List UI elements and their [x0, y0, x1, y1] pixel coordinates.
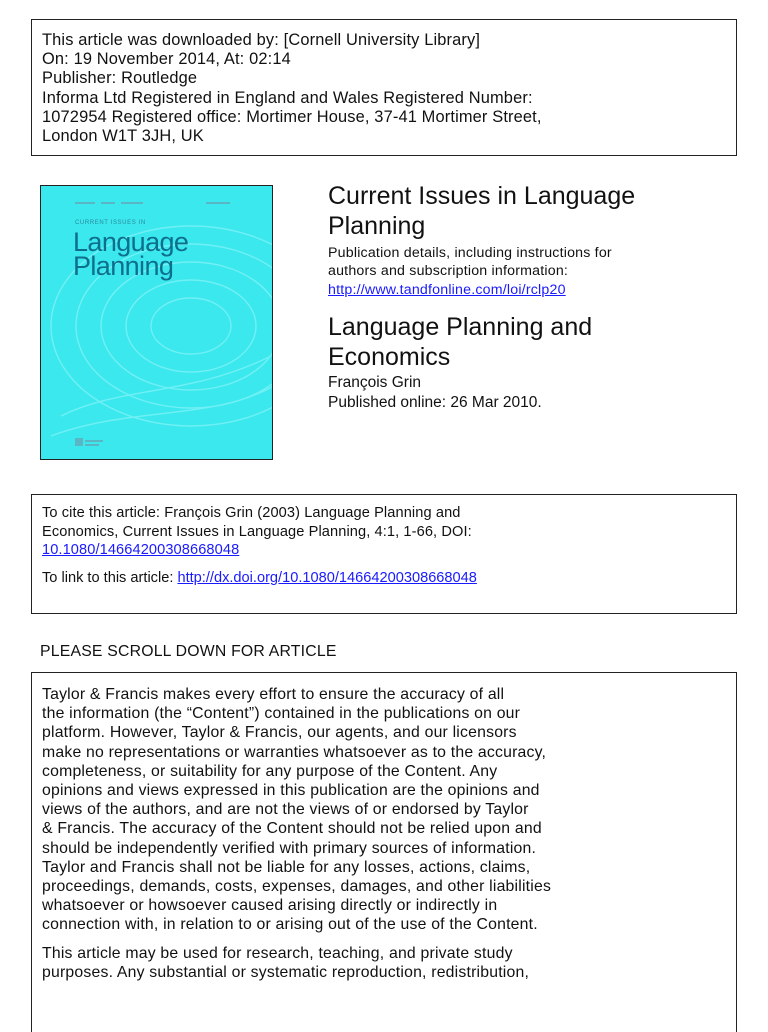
download-notice-box — [31, 19, 737, 156]
scroll-down-notice: PLEASE SCROLL DOWN FOR ARTICLE — [40, 643, 337, 660]
download-notice-line: Informa Ltd Registered in England and Wales Registered Number: — [42, 88, 533, 107]
disclaimer-line: & Francis. The accuracy of the Content should not be relied upon and — [42, 820, 542, 838]
disclaimer-line: platform. However, Taylor & Francis, our agents, and our licensors — [42, 724, 517, 742]
download-notice-line: London W1T 3JH, UK — [42, 127, 204, 146]
article-title — [328, 312, 592, 372]
article-title-line2: Economics — [328, 343, 451, 371]
journal-cover-image — [40, 185, 273, 460]
download-notice-line: This article was downloaded by: [Cornell University Library] — [42, 31, 481, 49]
disclaimer-line: proceedings, demands, costs, expenses, damages, and other liabilities — [42, 878, 552, 896]
cover-kicker: CURRENT ISSUES IN — [75, 220, 146, 226]
journal-url-link[interactable]: http://www.tandfonline.com/loi/rclp20 — [328, 281, 566, 298]
disclaimer-line: Taylor and Francis shall not be liable for any losses, actions, claims, — [42, 858, 531, 876]
disclaimer-line: the information (the “Content”) contained in the publications on our — [42, 705, 521, 723]
published-date: Published online: 26 Mar 2010. — [328, 394, 542, 411]
publication-details-line1: Publication details, including instructions for — [328, 245, 612, 261]
disclaimer-line: This article may be used for research, teaching, and private study — [42, 944, 513, 962]
disclaimer-box — [31, 672, 737, 1032]
disclaimer-line: opinions and views expressed in this publication are the opinions and — [42, 782, 540, 800]
article-link-row — [42, 569, 726, 588]
cover-title-line1: Language — [73, 227, 189, 257]
disclaimer-line: views of the authors, and are not the views of or endorsed by Taylor — [42, 801, 529, 819]
journal-title-line2: Planning — [328, 212, 426, 240]
article-doi-url-link[interactable]: http://dx.doi.org/10.1080/14664200308668048 — [177, 569, 477, 586]
citation-line1: To cite this article: François Grin (2003) Language Planning and — [42, 505, 461, 521]
disclaimer-line: whatsoever or howsoever caused arising directly or indirectly in — [42, 897, 498, 915]
citation-doi-link[interactable]: 10.1080/14664200308668048 — [42, 542, 240, 559]
disclaimer-line: make no representations or warranties whatsoever as to the accuracy, — [42, 743, 547, 761]
disclaimer-line: Taylor & Francis makes every effort to ensure the accuracy of all — [42, 686, 505, 703]
journal-title — [328, 181, 635, 241]
article-title-line1: Language Planning and — [328, 313, 593, 341]
cover-title-line2: Planning — [73, 251, 174, 281]
disclaimer-line: purposes. Any substantial or systematic reproduction, redistribution, — [42, 963, 530, 981]
cover-title — [73, 227, 189, 281]
publication-details — [328, 244, 612, 299]
citation-box — [31, 494, 737, 614]
download-notice-line: 1072954 Registered office: Mortimer House, 37-41 Mortimer Street, — [42, 107, 542, 126]
disclaimer-line: should be independently verified with primary sources of information. — [42, 839, 537, 857]
citation-line2: Economics, Current Issues in Language Planning, 4:1, 1-66, DOI: — [42, 523, 472, 540]
article-author: François Grin — [328, 374, 422, 391]
disclaimer-line: completeness, or suitability for any purpose of the Content. Any — [42, 762, 498, 780]
journal-title-line1: Current Issues in Language — [328, 182, 636, 210]
disclaimer-line: connection with, in relation to or arising out of the use of the Content. — [42, 916, 538, 934]
download-notice-line: On: 19 November 2014, At: 02:14 — [42, 50, 291, 69]
download-notice-line: Publisher: Routledge — [42, 69, 198, 88]
article-link-label: To link to this article: — [42, 569, 178, 586]
publication-details-line2: authors and subscription information: — [328, 263, 569, 280]
